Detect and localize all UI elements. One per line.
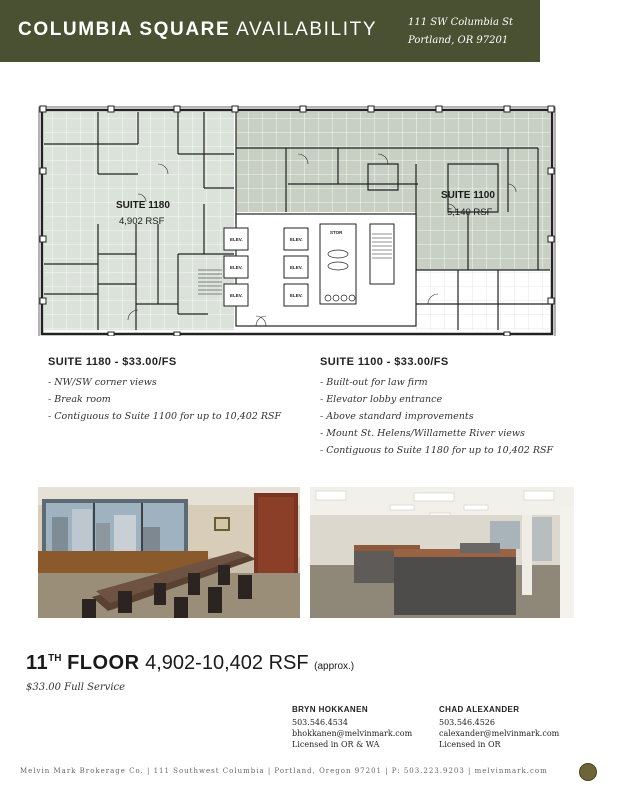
floor-rsf: 4,902-10,402 RSF <box>145 652 309 674</box>
list-item: - NW/SW corner views <box>48 377 157 388</box>
contact-license: Licensed in OR <box>439 740 501 749</box>
floor-suffix: TH <box>48 653 62 664</box>
list-item: - Contiguous to Suite 1180 for up to 10,402 RSF <box>320 445 554 456</box>
core-label: ELEV. <box>290 237 303 242</box>
contact-name: CHAD ALEXANDER <box>439 705 520 714</box>
floor-approx: (approx.) <box>314 661 355 672</box>
list-item: - Contiguous to Suite 1100 for up to 10,402 RSF <box>48 411 282 422</box>
suite-1100-details <box>320 356 553 459</box>
address-line-1: 111 SW Columbia St <box>408 17 513 28</box>
suite-1180-label: SUITE 1180 <box>116 200 170 211</box>
suite-1100-rsf: 5,140 RSF <box>447 207 493 218</box>
core-label: ELEV. <box>230 237 243 242</box>
floor-word: FLOOR <box>67 652 140 674</box>
title-light: AVAILABILITY <box>236 19 378 40</box>
list-item: - Break room <box>48 394 111 405</box>
list-item: - Built-out for law firm <box>320 377 428 388</box>
footer-text: Melvin Mark Brokerage Co. | 111 Southwest Columbia | Portland, Oregon 97201 | P: 503.223.9203 | melvinmark.com <box>20 767 548 775</box>
stair-label: STOR <box>330 230 343 235</box>
list-item: - Mount St. Helens/Willamette River views <box>320 428 525 439</box>
contact-email[interactable]: bhokkanen@melvinmark.com <box>292 729 413 738</box>
floor-plan <box>38 104 556 336</box>
list-item: - Elevator lobby entrance <box>320 394 443 405</box>
core-label: ELEV. <box>290 265 303 270</box>
contact-phone[interactable]: 503.546.4526 <box>439 718 495 727</box>
core-label: ELEV. <box>230 293 243 298</box>
core-label: ELEV. <box>290 293 303 298</box>
page-title <box>18 19 377 41</box>
suite-1180-heading: SUITE 1180 - $33.00/FS <box>48 356 177 368</box>
service-rate: $33.00 Full Service <box>26 682 126 693</box>
title-bold: COLUMBIA SQUARE <box>18 19 231 40</box>
contact-phone[interactable]: 503.546.4534 <box>292 718 348 727</box>
suite-1180-rsf: 4,902 RSF <box>119 216 165 227</box>
floor-number: 11 <box>26 652 49 674</box>
reception-area-photo <box>310 487 574 618</box>
core-label: ELEV. <box>230 265 243 270</box>
list-item: - Above standard improvements <box>320 411 474 422</box>
contact-card <box>439 704 559 750</box>
contact-card <box>292 704 412 750</box>
contact-name: BRYN HOKKANEN <box>292 705 369 714</box>
address-line-2: Portland, OR 97201 <box>408 35 509 46</box>
brand-logo <box>579 763 597 781</box>
suite-1180-details <box>48 356 281 425</box>
header-banner <box>0 0 540 62</box>
suite-1100-heading: SUITE 1100 - $33.00/FS <box>320 356 449 368</box>
conference-room-photo <box>38 487 300 618</box>
suite-1100-label: SUITE 1100 <box>441 190 495 201</box>
floor-heading <box>26 652 354 675</box>
contact-license: Licensed in OR & WA <box>292 740 380 749</box>
contact-email[interactable]: calexander@melvinmark.com <box>439 729 560 738</box>
header-address <box>408 14 513 50</box>
